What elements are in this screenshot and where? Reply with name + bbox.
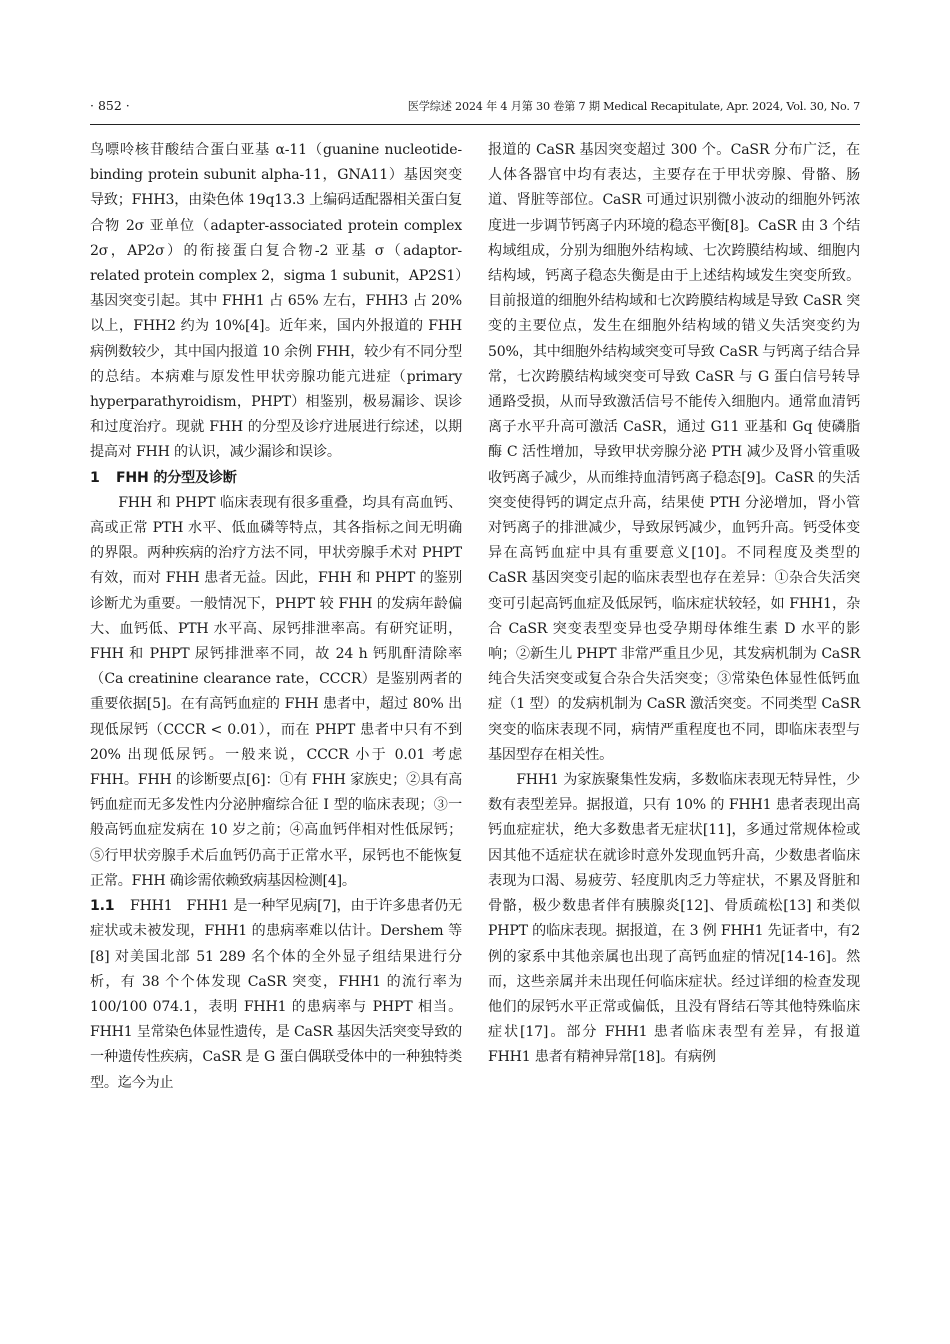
paragraph-casr: 报道的 CaSR 基因突变超过 300 个。CaSR 分布广泛，在人体各器官中均有表达，主要存在于甲状旁腺、骨骼、肠道、肾脏等部位。CaSR 可通过识别微小波动的细胞外钙浓度进一步调节钙离子内环境的稳态平衡[8]。CaSR 由 3 个结构域组成，分别为细胞外结构域、七次跨膜结构域、细胞内结构域，钙离子稳态失衡是由于上述结构域发生突变所致。目前报道的细胞外结构域和七次跨膜结构域是导致 CaSR 突变的主要位点，发生在细胞外结构域的错义失活突变约为 50%，其中细胞外结构域突变可导致 CaSR 与钙离子结合异常，七次跨膜结构域突变可导致 CaSR 与 G 蛋白信号转导通路受损，从而导致激活信号不能传入细胞内。通常血清钙离子水平升高可激活 CaSR，通过 G11 亚基和 Gq 使磷脂酶 C 活性增加，导致甲状旁腺分泌 PTH 减少及肾小管重吸收钙离子减少，从而维持血清钙离子稳态[9]。CaSR 的失活突变使得钙的调定点升高，结果使 PTH 分泌增加，肾小管对钙离子的排泄减少，导致尿钙减少，血钙升高。钙受体变异在高钙血症中具有重要意义[10]。不同程度及类型的 CaSR 基因突变引起的临床表型也存在差异：①杂合失活突变可引起高钙血症及低尿钙，临床症状较轻，如 FHH1，杂合 CaSR 突变表型变异也受孕期母体维生素 D 水平的影响；②新生儿 PHPT 非常严重且少见，其发病机制为 CaSR 纯合失活突变或复合杂合失活突变；③常染色体显性低钙血症（1 型）的发病机制为 CaSR 激活突变。不同类型 CaSR 突变的临床表现不同，病情严重程度也不同，即临床表型与基因型存在相关性。	[488, 142, 861, 763]
left-column	[90, 138, 462, 1096]
paragraph-fhh-subtypes: 鸟嘌呤核苷酸结合蛋白亚基 α-11（guanine nucleotide-binding protein subunit alpha-11，GNA11）基因突变导致；FHH3，由染色体 19q13.3 上编码适配器相关蛋白复合物 2σ 亚单位（adapter-associated protein complex 2σ，AP2σ）的衔接蛋白复合物-2 亚基 σ（adaptor-related protein complex 2，sigma 1 subunit，AP2S1）基因突变引起。其中 FHH1 占 65% 左右，FHH3 占 20% 以上，FHH2 约为 10%[4]。近年来，国内外报道的 FHH 病例数较少，其中国内报道 10 余例 FHH，较少有不同分型的总结。本病难与原发性甲状旁腺功能亢进症（primary hyperparathyroidism，PHPT）相鉴别，极易漏诊、误诊和过度治疗。现就 FHH 的分型及诊疗进展进行综述，以期提高对 FHH 的认识，减少漏诊和误诊。	[90, 142, 463, 461]
section-title: FHH 的分型及诊断	[116, 469, 237, 486]
journal-citation: 医学综述 2024 年 4 月第 30 卷第 7 期 Medical Recapitulate, Apr. 2024, Vol. 30, No. 7	[407, 100, 860, 113]
right-column	[488, 138, 860, 1071]
paragraph-fhh1: FHH1 是一种罕见病[7]，由于许多患者仍无症状或未被发现，FHH1 的患病率难以估计。Dershem 等[8] 对美国北部 51 289 名个体的全外显子组结果进行分析，有 38 个个体发现 CaSR 突变，FHH1 的流行率为 100/100 074.1，表明 FHH1 的患病率与 PHPT 相当。FHH1 呈常染色体显性遗传，是 CaSR 基因失活突变导致的一种遗传性疾病，CaSR 是 G 蛋白偶联受体中的一种独特类型。迄今为止	[90, 898, 462, 1091]
running-header	[90, 98, 860, 120]
subsection-title: FHH1	[130, 898, 173, 915]
section-number: 1	[90, 469, 100, 486]
page-number: · 852 ·	[90, 98, 130, 113]
paragraph-diagnosis: FHH 和 PHPT 临床表现有很多重叠，均具有高血钙、高或正常 PTH 水平、低血磷等特点，其各指标之间无明确的界限。两种疾病的治疗方法不同，甲状旁腺手术对 PHPT 有效，而对 FHH 患者无益。因此，FHH 和 PHPT 的鉴别诊断尤为重要。一般情况下，PHPT 较 FHH 的发病年龄偏大、血钙低、PTH 水平高、尿钙排泄率高。有研究证明，FHH 和 PHPT 尿钙排泄率不同，故 24 h 钙肌酐清除率（Ca creatinine clearance rate，CCCR）是鉴别两者的重要依据[5]。在有高钙血症的 FHH 患者中，超过 80% 出现低尿钙（CCCR < 0.01），而在 PHPT 患者中只有不到 20% 出现低尿钙。一般来说，CCCR 小于 0.01 考虑 FHH。FHH 的诊断要点[6]：①有 FHH 家族史；②具有高钙血症而无多发性内分泌肿瘤综合征 Ⅰ 型的临床表现；③一般高钙血症发病在 10 岁之前；④高血钙伴相对性低尿钙；⑤行甲状旁腺手术后血钙仍高于正常水平，尿钙也不能恢复正常。FHH 确诊需依赖致病基因检测[4]。	[90, 494, 462, 889]
subsection-heading-1-1	[90, 894, 462, 1096]
paragraph-fhh1-clinical: FHH1 为家族聚集性发病，多数临床表现无特异性，少数有表型差异。据报道，只有 10% 的 FHH1 患者表现出高钙血症症状，绝大多数患者无症状[11]，多通过常规体检或因其他不适症状在就诊时意外发现血钙升高，少数患者临床表现为口渴、易疲劳、轻度肌肉乏力等症状，不累及肾脏和骨骼，极少数患者伴有胰腺炎[12]、骨质疏松[13] 和类似 PHPT 的临床表现。据报道，在 3 例 FHH1 先证者中，有2 例的家系中其他亲属也出现了高钙血症的情况[14-16]。然而，这些亲属并未出现任何临床症状。经过详细的检查发现他们的尿钙水平正常或偏低，且没有肾结石等其他特殊临床症状[17]。部分 FHH1 患者临床表型有差异，有报道 FHH1 患者有精神异常[18]。有病例	[488, 772, 860, 1066]
header-divider	[90, 124, 860, 125]
section-heading-1	[90, 466, 462, 491]
subsection-number: 1.1	[90, 898, 115, 915]
